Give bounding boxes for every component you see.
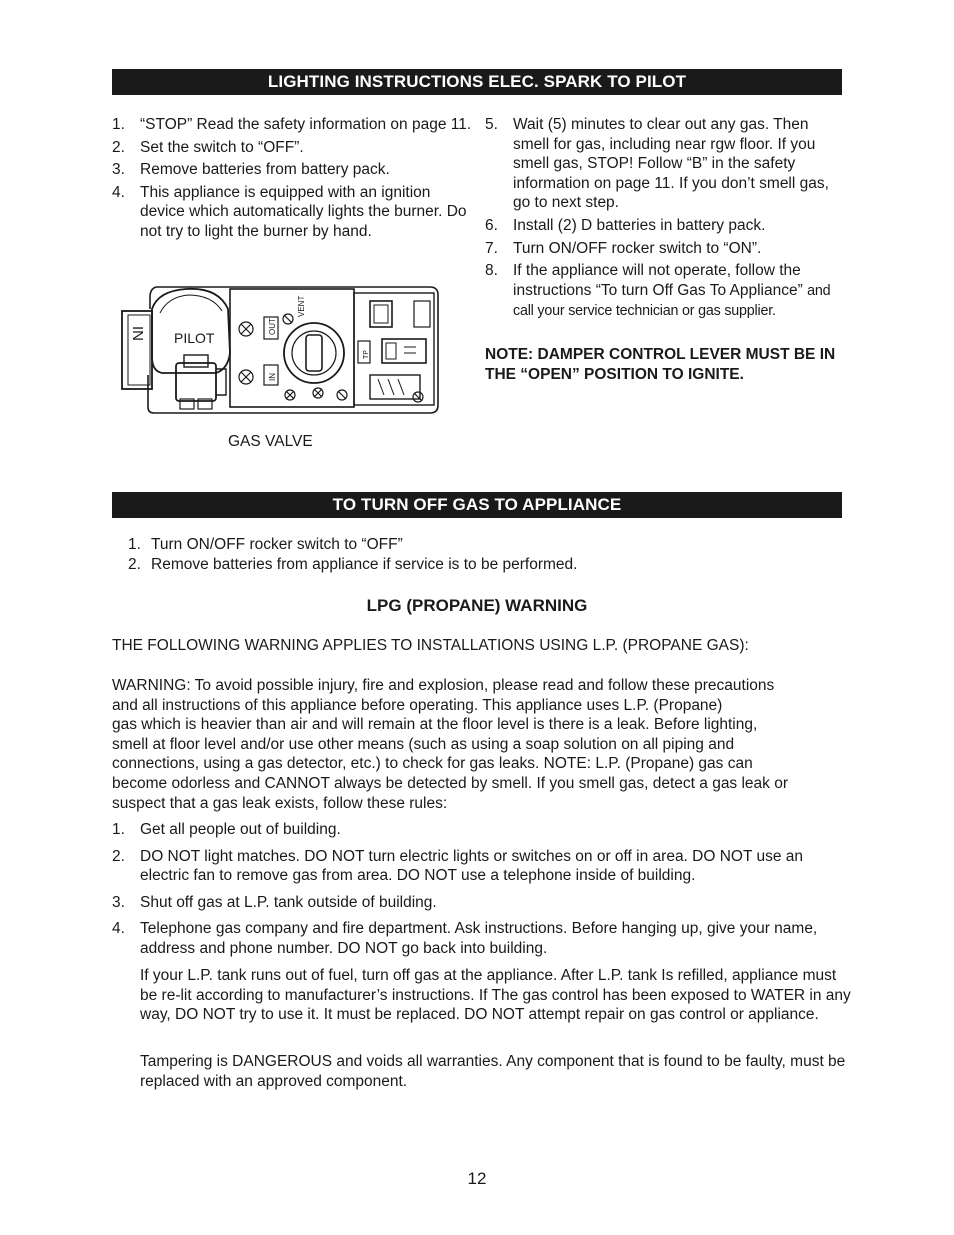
- warning-line: smell at floor level and/or use other means (such as using a soap solution on all piping and: [112, 735, 735, 753]
- step-number: 4.: [112, 920, 125, 938]
- warning-line: gas which is heavier than air and will remain at the floor level is there is a leak. Before lighting,: [112, 716, 758, 734]
- lpg-intro: THE FOLLOWING WARNING APPLIES TO INSTALLATIONS USING L.P. (PROPANE GAS):: [112, 637, 749, 654]
- step-number: 1.: [128, 536, 141, 553]
- step-number: 1.: [112, 821, 125, 838]
- step-number: 5.: [485, 116, 498, 133]
- step-number: 8.: [485, 262, 498, 280]
- pilot-label: PILOT: [174, 330, 215, 346]
- vent-label: VENT: [297, 295, 306, 317]
- warning-line: WARNING: To avoid possible injury, fire and explosion, please read and follow these precautions: [112, 677, 775, 694]
- step-text: “STOP” Read the safety information on page 11.: [140, 116, 472, 133]
- list-item: [112, 847, 852, 886]
- list-item: [112, 138, 472, 158]
- warning-line: become odorless and CANNOT always be detected by smell. If you smell gas, detect a gas leak or: [112, 774, 789, 792]
- in-label: IN: [268, 373, 277, 381]
- out-label: OUT: [268, 318, 277, 335]
- turn-off-title: TO TURN OFF GAS TO APPLIANCE: [332, 495, 622, 514]
- step-text: Telephone gas company and fire department. Ask instructions. Before hanging up, give your name, address and phone number. DO NOT go back into building.: [140, 920, 818, 957]
- step-text: If the appliance will not operate, follow the instructions “To turn Off Gas To Appliance”: [513, 262, 803, 299]
- step-text-small: and call your service technician or gas supplier.: [513, 282, 831, 320]
- step-number: 1.: [112, 116, 125, 133]
- step-number: 2.: [112, 138, 125, 156]
- lpg-warning-text: [112, 676, 852, 813]
- list-item: [112, 115, 472, 135]
- step-number: 7.: [485, 239, 498, 257]
- list-item: [485, 115, 845, 213]
- step-text: Install (2) D batteries in battery pack.: [513, 216, 766, 234]
- step-number: 4.: [112, 183, 125, 201]
- list-item: [128, 555, 828, 575]
- step-text: Turn ON/OFF rocker switch to “OFF”: [151, 536, 403, 553]
- damper-note: NOTE: DAMPER CONTROL LEVER MUST BE IN THE “OPEN” POSITION TO IGNITE.: [485, 346, 836, 383]
- turn-off-steps: [128, 535, 828, 574]
- tampering-paragraph: Tampering is DANGEROUS and voids all warranties. Any component that is found to be faulty, must be replaced with an approved component.: [140, 1053, 846, 1090]
- step-number: 6.: [485, 216, 498, 234]
- step-text: DO NOT light matches. DO NOT turn electric lights or switches on or off in area. DO NOT use an electric fan to remove gas from area. DO NOT use a telephone inside of building.: [140, 847, 804, 885]
- list-item: [112, 183, 472, 242]
- step-text: Get all people out of building.: [140, 821, 341, 838]
- list-item: [112, 820, 852, 840]
- figure-caption: GAS VALVE: [228, 433, 313, 450]
- list-item: [485, 216, 845, 236]
- turn-off-section-header: [112, 492, 842, 518]
- step-text: Wait (5) minutes to clear out any gas. Then smell for gas, including near rgw floor. If you smell gas, STOP! Follow “B” in the safety information on page 11. If you don’t smell gas, go to next step.: [513, 116, 829, 212]
- step-text: Set the switch to “OFF”.: [140, 138, 304, 156]
- list-item: [485, 261, 845, 322]
- warning-line: connections, using a gas detector, etc.) to check for gas leaks. NOTE: L.P. (Propane) gas can: [112, 755, 753, 773]
- warning-line: and all instructions of this appliance before operating. This appliance uses L.P. (Propane): [112, 696, 723, 714]
- refill-paragraph: If your L.P. tank runs out of fuel, turn off gas at the appliance. After L.P. tank Is refilled, appliance must be re-lit according to manufacturer’s instructions. If The gas control has been exposed to WATER in any way, DO NOT try to use it. It must be replaced. DO NOT attempt repair on gas control or appliance.: [140, 967, 851, 1024]
- warning-line: suspect that a gas leak exists, follow these rules:: [112, 794, 448, 812]
- step-text: Turn ON/OFF rocker switch to “ON”.: [513, 239, 762, 257]
- step-number: 2.: [128, 555, 141, 573]
- lpg-warning-title: LPG (PROPANE) WARNING: [366, 596, 588, 615]
- lighting-title: LIGHTING INSTRUCTIONS ELEC. SPARK TO PILOT: [267, 72, 687, 91]
- step-number: 2.: [112, 847, 125, 865]
- step-number: 3.: [112, 161, 125, 179]
- list-item: [112, 160, 472, 180]
- list-item: [485, 239, 845, 259]
- tp-label: TP: [363, 350, 370, 359]
- list-item: [128, 535, 828, 555]
- lighting-steps-right: [485, 115, 845, 325]
- list-item: [112, 919, 852, 958]
- lpg-rules-list: [112, 820, 852, 966]
- step-text: Remove batteries from battery pack.: [140, 161, 390, 179]
- step-text: Remove batteries from appliance if service is to be performed.: [151, 555, 578, 573]
- list-item: [112, 893, 852, 913]
- page-number: 12: [467, 1169, 487, 1188]
- step-number: 3.: [112, 893, 125, 911]
- lighting-section-header: [112, 69, 842, 95]
- step-text: This appliance is equipped with an ignition device which automatically lights the burner. Do not try to light the burner by hand.: [140, 183, 467, 240]
- gas-valve-figure: [118, 283, 442, 417]
- step-text: Shut off gas at L.P. tank outside of building.: [140, 893, 437, 911]
- ni-label: NI: [130, 326, 147, 341]
- lighting-steps-left: [112, 115, 472, 245]
